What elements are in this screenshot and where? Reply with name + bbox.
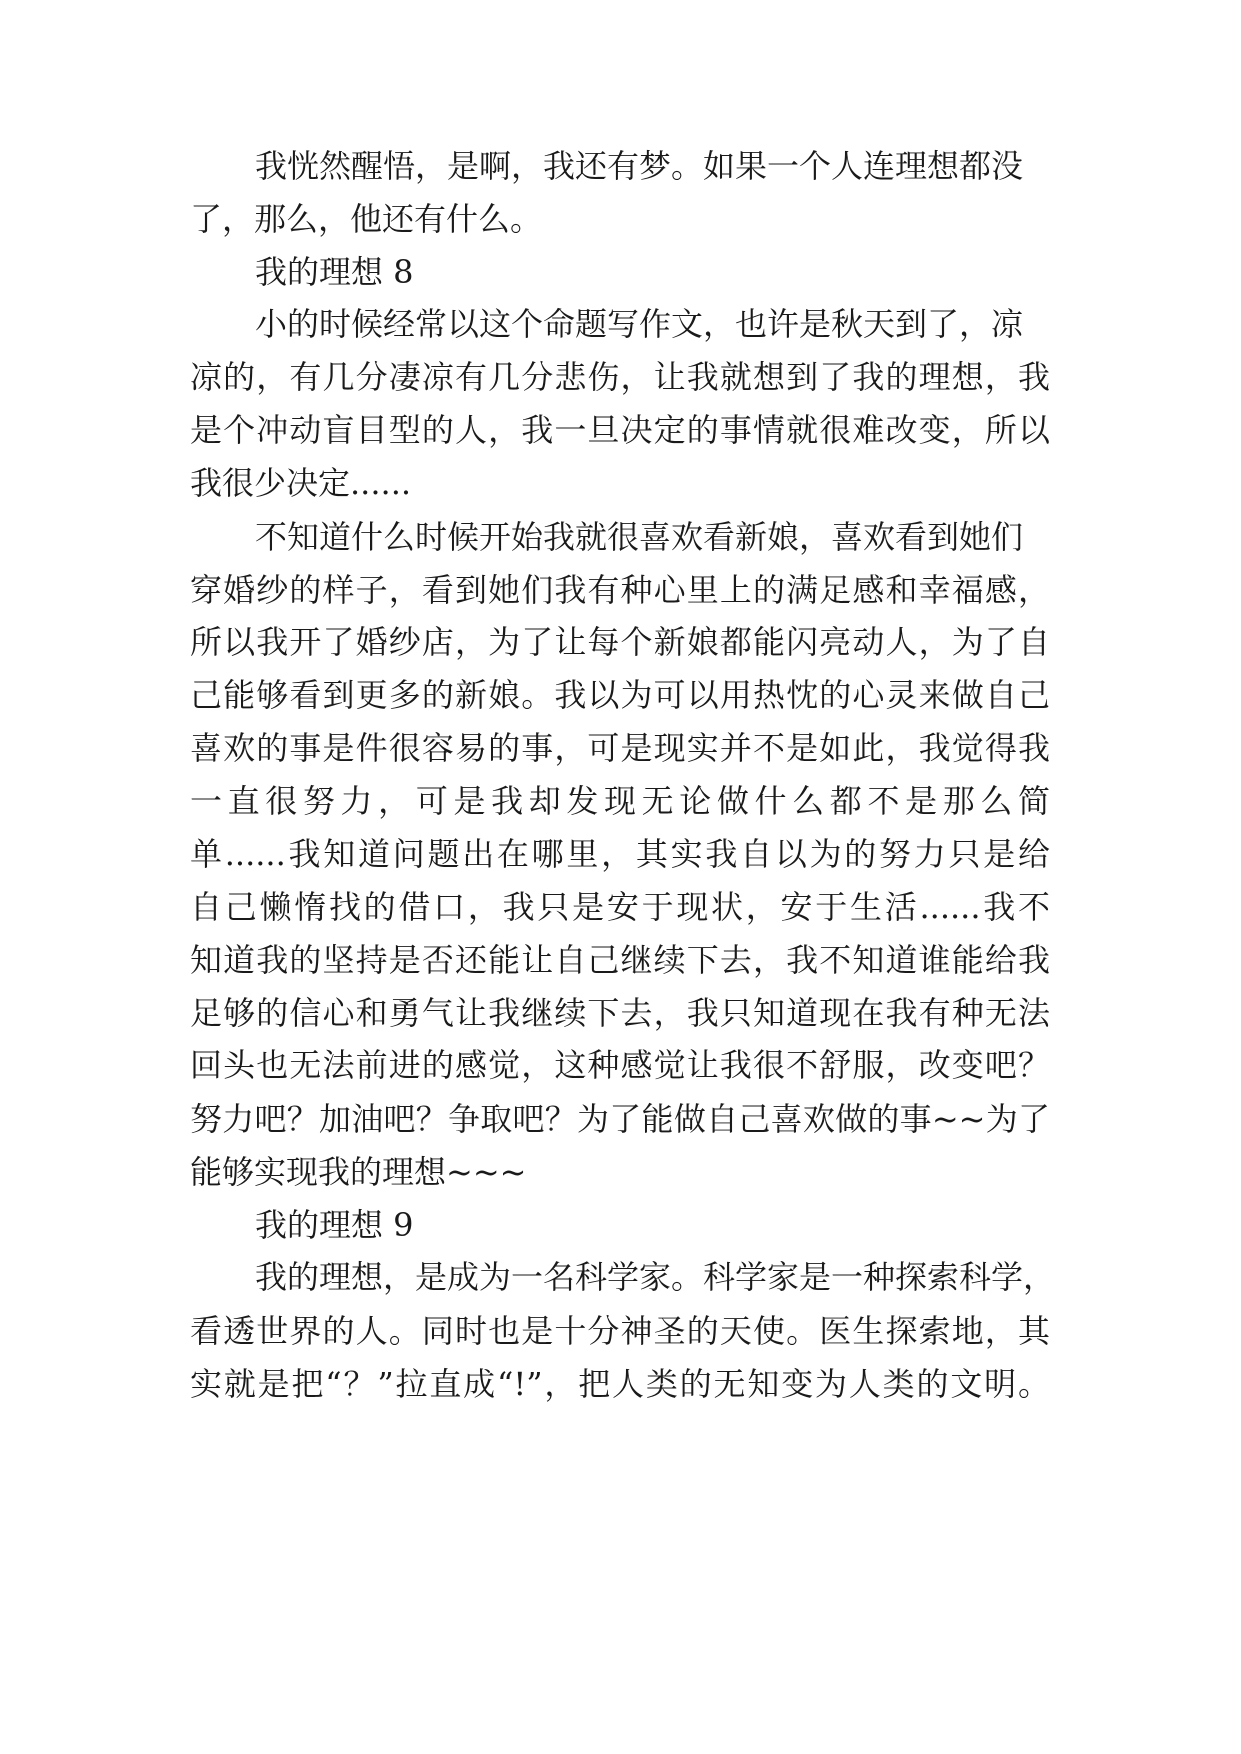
paragraph-line: 能够实现我的理想~~~ xyxy=(190,1153,527,1191)
paragraph-line: 所以我开了婚纱店，为了让每个新娘都能闪亮动人，为了自 xyxy=(190,623,1050,661)
paragraph-line: 自己懒惰找的借口，我只是安于现状，安于生活......我不 xyxy=(190,888,1050,926)
paragraph-line: 足够的信心和勇气让我继续下去，我只知道现在我有种无法 xyxy=(190,994,1050,1032)
paragraph-line: 实就是把“？”拉直成“!”，把人类的无知变为人类的文明。 xyxy=(190,1365,1050,1403)
paragraph-line: 一直很努力，可是我却发现无论做什么都不是那么简 xyxy=(190,782,1050,820)
paragraph-line: 努力吧？加油吧？争取吧？为了能做自己喜欢做的事~~为了 xyxy=(190,1100,1050,1138)
section-heading: 我的理想 8 xyxy=(255,253,414,291)
paragraph-line: 知道我的坚持是否还能让自己继续下去，我不知道谁能给我 xyxy=(190,941,1050,979)
paragraph-line: 是个冲动盲目型的人，我一旦决定的事情就很难改变，所以 xyxy=(190,411,1050,449)
paragraph-line: 了，那么，他还有什么。 xyxy=(190,200,543,238)
paragraph-line: 不知道什么时候开始我就很喜欢看新娘，喜欢看到她们 xyxy=(255,518,1024,556)
paragraph-line: 看透世界的人。同时也是十分神圣的天使。医生探索地，其 xyxy=(190,1312,1050,1350)
paragraph-line: 己能够看到更多的新娘。我以为可以用热忱的心灵来做自己 xyxy=(190,676,1050,714)
paragraph-line: 凉的，有几分凄凉有几分悲伤，让我就想到了我的理想，我 xyxy=(190,358,1050,396)
paragraph-line: 穿婚纱的样子，看到她们我有种心里上的满足感和幸福感， xyxy=(190,571,1050,609)
paragraph-line: 回头也无法前进的感觉，这种感觉让我很不舒服，改变吧？ xyxy=(190,1046,1050,1084)
paragraph-line: 我很少决定...... xyxy=(190,464,412,502)
paragraph-line: 我的理想，是成为一名科学家。科学家是一种探索科学， xyxy=(255,1258,1056,1296)
section-heading: 我的理想 9 xyxy=(255,1206,414,1244)
paragraph-line: 我恍然醒悟，是啊，我还有梦。如果一个人连理想都没 xyxy=(255,147,1024,185)
paragraph-line: 喜欢的事是件很容易的事，可是现实并不是如此，我觉得我 xyxy=(190,729,1050,767)
paragraph-line: 单......我知道问题出在哪里，其实我自以为的努力只是给 xyxy=(190,835,1050,873)
paragraph-line: 小的时候经常以这个命题写作文，也许是秋天到了，凉 xyxy=(255,305,1024,343)
